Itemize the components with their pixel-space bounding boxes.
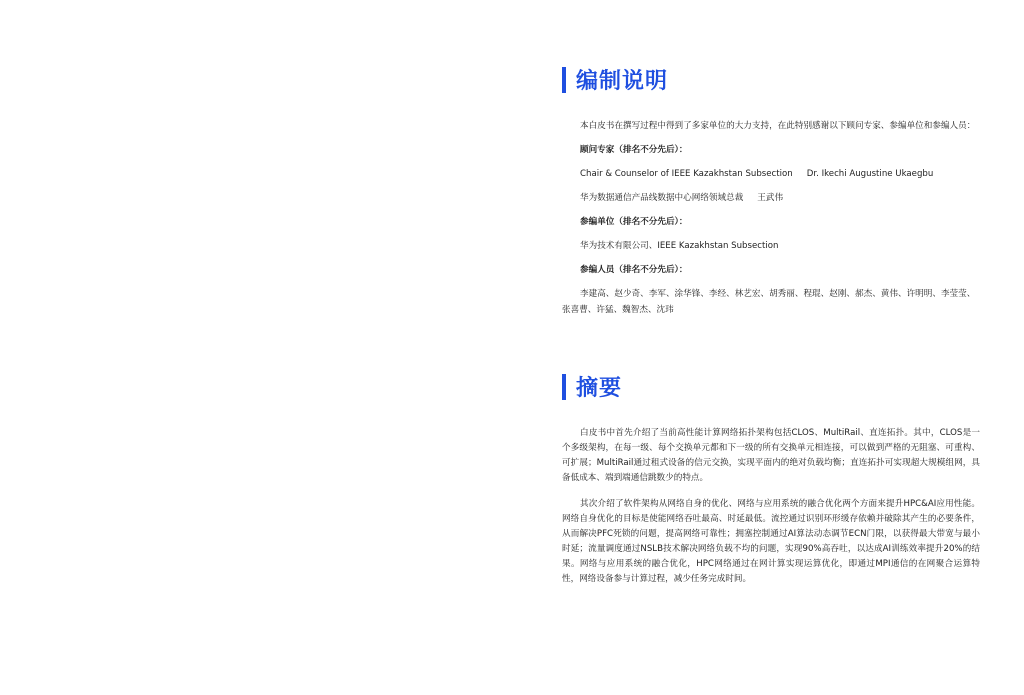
people-line-2: 张喜曹、许猛、魏智杰、沈玮: [562, 305, 674, 315]
abstract-paragraph-2: 其次介绍了软件架构从网络自身的优化、网络与应用系统的融合优化两个方面来提升HPC&AI应用性能。网络自身优化的目标是使能网络吞吐最高、时延最低。流控通过识别环形缓存依赖并破除其产生的必要条件，从而解决PFC死锁的问题，提高网络可靠性；拥塞控制通过AI算法动态调节ECN门限，以获得最大带宽与最小时延；流量调度通过NSLB技术解决网络负载不均的问题，实现90%高吞吐，以达成AI训练效率提升20%的结果。网络与应用系统的融合优化，HPC网络通过在网计算实现运算优化，即通过MPI通信的在网聚合运算特性，网络设备参与计算过程，减少任务完成时间。: [562, 499, 980, 584]
heading-accent-bar: [562, 374, 566, 400]
compile-intro: 本白皮书在撰写过程中得到了多家单位的大力支持，在此特别感谢以下顾问专家、参编单位和参编人员：: [580, 121, 976, 131]
compile-section-heading: [562, 64, 668, 95]
advisor-1: [580, 162, 933, 186]
abstract-section-heading: [562, 371, 622, 402]
units-list: 华为技术有限公司、IEEE Kazakhstan Subsection: [580, 241, 779, 251]
people-heading: 参编人员（排名不分先后）：: [580, 265, 688, 275]
advisor-2: [580, 186, 783, 210]
abstract-paragraph-1: 白皮书中首先介绍了当前高性能计算网络拓扑架构包括CLOS、MultiRail、直连拓扑。其中，CLOS是一个多级架构，在每一级、每个交换单元都和下一级的所有交换单元相连接，可以做到严格的无阻塞、可重构、可扩展；MultiRail通过租式设备的信元交换，实现平面内的绝对负载均衡；直连拓扑可实现超大规模组网，具备低成本、端到端通信跳数少的特点。: [562, 428, 980, 483]
units-heading: 参编单位（排名不分先后）：: [580, 217, 688, 227]
compile-title: 编制说明: [576, 69, 669, 94]
advisor-2-title: 华为数据通信产品线数据中心网络领域总裁: [580, 193, 744, 203]
advisor-1-name: Dr. Ikechi Augustine Ukaegbu: [806, 169, 934, 179]
advisors-heading: 顾问专家（排名不分先后）：: [580, 145, 688, 155]
abstract-title: 摘要: [576, 376, 623, 401]
advisor-2-name: 王武伟: [757, 193, 784, 203]
advisor-1-title: Chair & Counselor of IEEE Kazakhstan Subsection: [580, 169, 793, 179]
heading-accent-bar: [562, 67, 566, 93]
people-line-1: 李建高、赵少奇、李军、涂华锋、李经、林艺宏、胡秀丽、程琨、赵刚、郝杰、黄伟、许明明、李莹莹、: [580, 289, 976, 299]
